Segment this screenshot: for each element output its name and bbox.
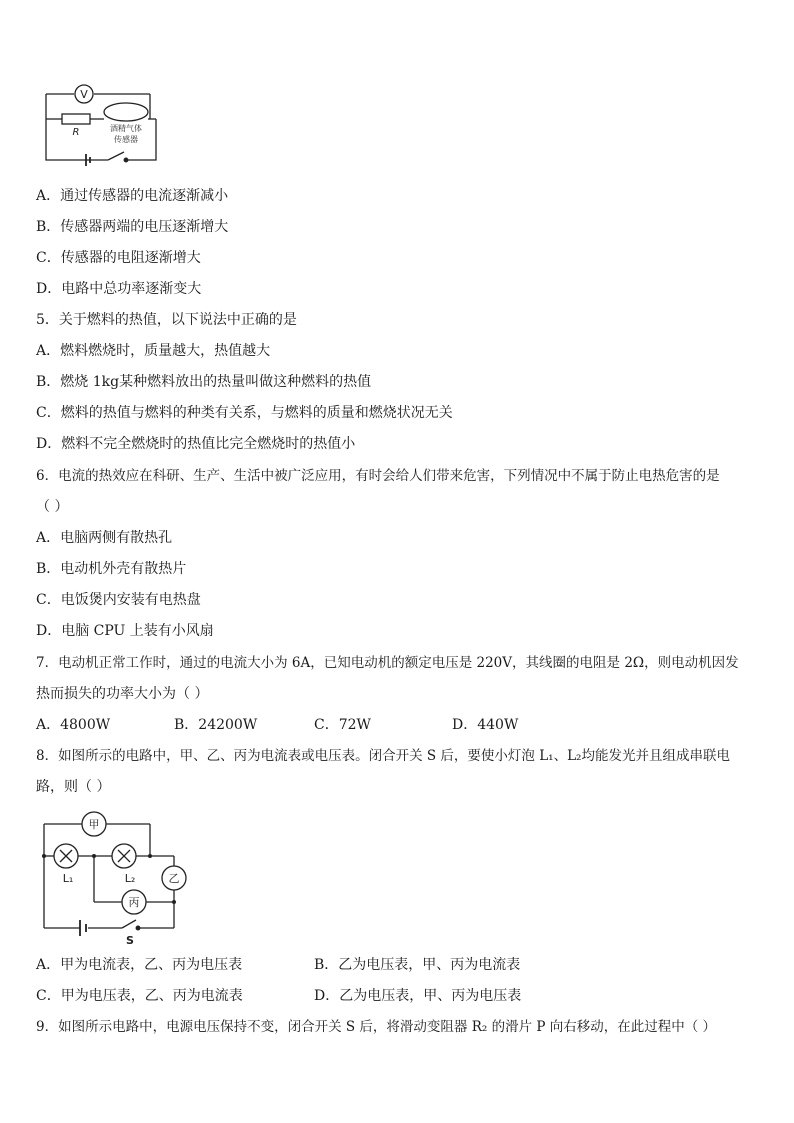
q9-stem: 9．如图所示电路中，电源电压保持不变，闭合开关 S 后，将滑动变阻器 R₂ 的滑片 P 向右移动，在此过程中（ ） (36, 1019, 717, 1035)
q6-option-d: D．电脑 CPU 上装有小风扇 (36, 623, 214, 639)
q7-stem-line2: 热而损失的功率大小为（ ） (36, 686, 209, 702)
q7-option-a: A．4800W (36, 717, 111, 733)
q8-stem-line2: 路，则（ ） (36, 779, 111, 795)
q6-stem-line2: （ ） (36, 499, 69, 515)
meter-bing-label: 丙 (128, 896, 140, 909)
q8-option-d: D．乙为电压表，甲、丙为电压表 (314, 988, 522, 1004)
switch-label: S (126, 934, 134, 946)
q8-option-c: C．甲为电压表，乙、丙为电流表 (36, 988, 243, 1004)
resistor-label: R (72, 127, 80, 138)
sensor-circuit-figure (38, 82, 160, 168)
q7-option-d: D．440W (452, 717, 519, 733)
meter-jia-label: 甲 (88, 818, 100, 831)
q4-option-c: C．传感器的电阻逐渐增大 (36, 250, 201, 266)
lamp-circuit-figure (38, 810, 188, 946)
sensor-icon (104, 103, 148, 121)
q5-option-a: A．燃料燃烧时，质量越大，热值越大 (36, 343, 271, 359)
q6-option-b: B．电动机外壳有散热片 (36, 561, 187, 577)
sensor-label-line1: 酒精气体 (110, 124, 142, 133)
q6-option-a: A．电脑两侧有散热孔 (36, 530, 173, 546)
voltmeter-label: V (80, 88, 88, 101)
meter-yi-label: 乙 (168, 872, 180, 885)
q6-stem-line1: 6．电流的热效应在科研、生产、生活中被广泛应用，有时会给人们带来危害，下列情况中不属于防止电热危害的是 (36, 468, 720, 484)
q5-option-c: C．燃料的热值与燃料的种类有关系，与燃料的质量和燃烧状况无关 (36, 405, 453, 421)
lamp-l2-label: L₂ (124, 872, 136, 885)
q6-option-c: C．电饭煲内安装有电热盘 (36, 592, 201, 608)
q5-option-b: B．燃烧 1kg某种燃料放出的热量叫做这种燃料的热值 (36, 374, 372, 390)
q5-option-d: D．燃料不完全燃烧时的热值比完全燃烧时的热值小 (36, 436, 356, 452)
q4-option-b: B．传感器两端的电压逐渐增大 (36, 219, 229, 235)
resistor-icon (62, 114, 90, 124)
q8-option-b: B．乙为电压表，甲、丙为电流表 (314, 957, 521, 973)
sensor-label-line2: 传感器 (114, 135, 138, 144)
q5-stem: 5．关于燃料的热值，以下说法中正确的是 (36, 312, 297, 328)
q7-stem-line1: 7．电动机正常工作时，通过的电流大小为 6A，已知电动机的额定电压是 220V，其线圈的电阻是 2Ω，则电动机因发 (36, 655, 739, 671)
q8-option-a: A．甲为电流表，乙、丙为电压表 (36, 957, 243, 973)
q7-option-c: C．72W (314, 717, 371, 733)
q4-option-d: D．电路中总功率逐渐变大 (36, 281, 202, 297)
q7-option-b: B．24200W (174, 717, 258, 733)
q8-stem-line1: 8．如图所示的电路中，甲、乙、丙为电流表或电压表。闭合开关 S 后，要使小灯泡 L₁、L₂均能发光并且组成串联电 (36, 748, 730, 764)
lamp-l1-label: L₁ (62, 872, 74, 885)
q4-option-a: A．通过传感器的电流逐渐减小 (36, 188, 229, 204)
